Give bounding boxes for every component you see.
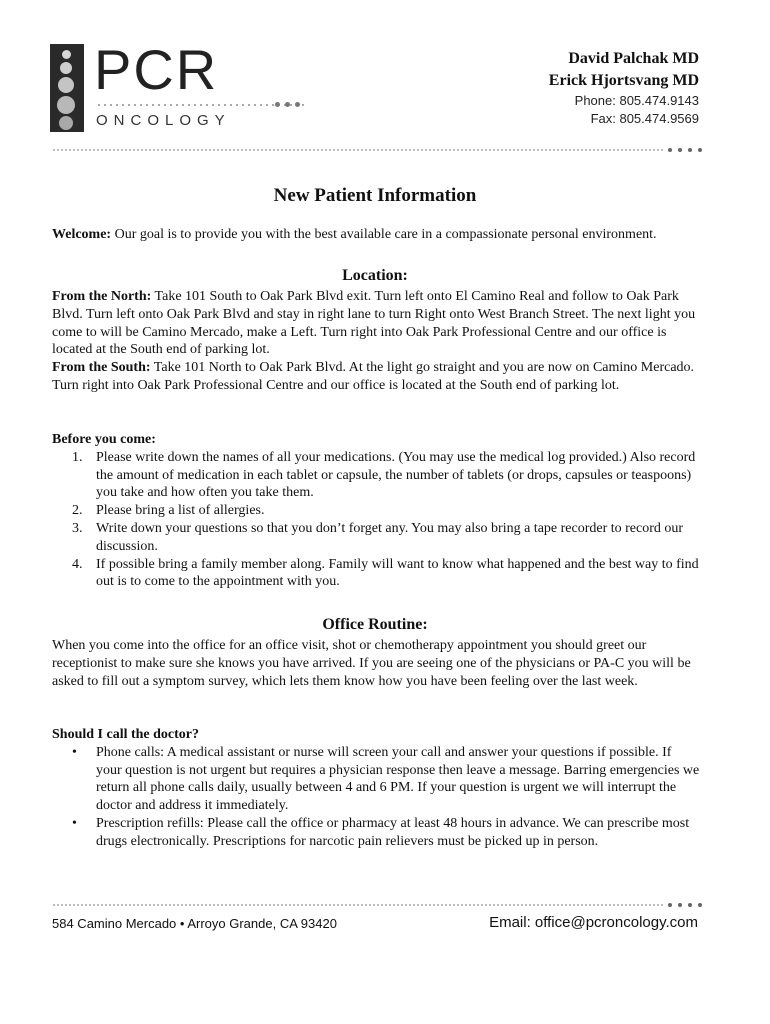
logo-dots-mark-icon bbox=[50, 44, 84, 132]
top-divider bbox=[52, 148, 664, 152]
office-routine-text: When you come into the office for an office visit, shot or chemotherapy appointment you should greet our receptionist to make sure she knows you have arrived. If you are seeing one of the physicians or PA-C you will be asked to fill out a symptom survey, which lets them know how you have been feeling over the last week. bbox=[52, 638, 691, 689]
pcr-oncology-logo bbox=[50, 38, 310, 136]
north-directions: Take 101 South to Oak Park Blvd exit. Turn left onto El Camino Real and follow to Oak Park Blvd. Turn left onto Oak Park Blvd and stay in right lane to turn Right onto West Branch Street. The next light you come to will be Camino Mercado, make a Left. Turn right into Oak Park Professional Centre and our office is located at the South end of parking lot. bbox=[52, 289, 696, 358]
location-directions bbox=[52, 288, 707, 395]
doctor-name: Erick Hjortsvang MD bbox=[548, 72, 699, 89]
list-item: 2. Please bring a list of allergies. bbox=[72, 503, 265, 519]
fax-number: Fax: 805.474.9569 bbox=[590, 111, 699, 126]
bottom-divider bbox=[52, 903, 664, 907]
before-list bbox=[52, 449, 712, 591]
north-label: From the North: bbox=[52, 289, 152, 304]
call-heading: Should I call the doctor? bbox=[52, 727, 200, 742]
before-you-come-section bbox=[52, 431, 712, 591]
office-routine-heading: Office Routine: bbox=[322, 616, 428, 633]
phone-number: Phone: 805.474.9143 bbox=[574, 93, 699, 108]
welcome-paragraph bbox=[52, 226, 722, 244]
location-heading: Location: bbox=[342, 267, 408, 284]
header-contact bbox=[549, 48, 699, 128]
list-item: 1. Please write down the names of all your medications. (You may use the medical log provided.) Also record the amount of medication in each tablet or capsule, the number of tablets (or drops, capsules or teaspoons) you take and how often you take them. bbox=[72, 449, 696, 501]
call-doctor-section bbox=[52, 726, 700, 851]
south-directions: Take 101 North to Oak Park Blvd. At the light go straight and you are now on Camino Mercado. Turn right into Oak Park Professional Centre and our office is located at the South end of parking lot. bbox=[52, 360, 695, 393]
footer-email[interactable]: Email: office@pcroncology.com bbox=[489, 914, 698, 931]
south-label: From the South: bbox=[52, 360, 151, 376]
page-title: New Patient Information bbox=[273, 185, 477, 206]
doctor-name: David Palchak MD bbox=[568, 50, 699, 67]
list-item: • Prescription refills: Please call the office or pharmacy at least 48 hours in advance. We can prescribe most drugs electronically. Prescriptions for narcotic pain relievers must be picked up in person. bbox=[72, 815, 690, 849]
logo-subtitle: ONCOLOGY bbox=[96, 112, 231, 129]
bullet-icon: • bbox=[72, 815, 77, 831]
bullet-icon: • bbox=[72, 744, 77, 760]
welcome-label: Welcome: bbox=[52, 227, 112, 242]
welcome-text: Our goal is to provide you with the best available care in a compassionate personal environment. bbox=[111, 227, 657, 242]
logo-wordmark: PCR bbox=[94, 38, 219, 101]
list-item: 4. If possible bring a family member along. Family will want to know what happened and the best way to find out is to come to the appointment with you. bbox=[72, 556, 699, 590]
list-item: • Phone calls: A medical assistant or nurse will screen your call and answer your questions if possible. If your question is not urgent but requires a physician response then leave a message. Barring emergencies we return all phone calls daily, usually between 4 and 6 PM. If your question is urgent we will interrupt the doctor and address it immediately. bbox=[72, 744, 700, 814]
list-item: 3. Write down your questions so that you don’t forget any. You may also bring a tape recorder to record our discussion. bbox=[72, 520, 684, 554]
call-list bbox=[52, 744, 700, 851]
before-heading: Before you come: bbox=[52, 432, 156, 447]
footer-address: 584 Camino Mercado • Arroyo Grande, CA 93420 bbox=[52, 916, 337, 931]
